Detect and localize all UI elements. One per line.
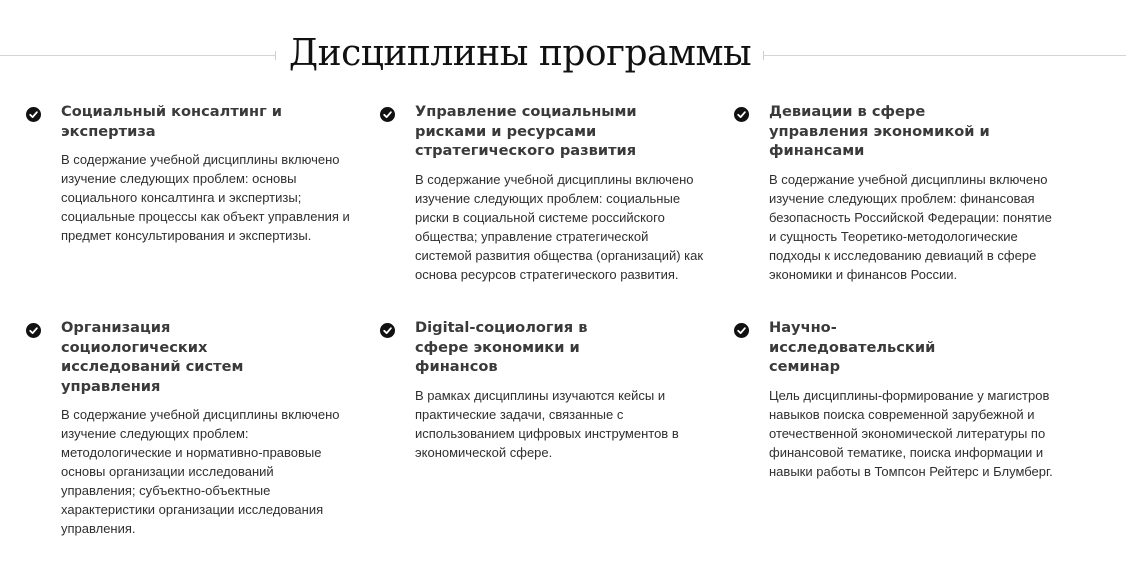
course-title-line: Digital-социология в [415,319,588,336]
course-title [769,318,1054,377]
course-description-line: В содержание учебной дисциплины включено [415,171,694,187]
course-description-line: риски в социальной системе российского [415,209,665,225]
course-title [415,102,724,161]
course-description [61,405,370,538]
course-description-line: экономики и финансов России. [769,266,958,282]
course-description-line: основа ресурсов стратегического развития. [415,266,679,282]
course-card [24,102,378,318]
check-circle-icon [26,107,41,122]
course-title-line: финансов [415,358,498,375]
divider-line-left [0,55,276,56]
course-card [378,318,732,548]
course-description-line: общества; управление стратегической [415,228,649,244]
course-description-line: Цель дисциплины-формирование у магистров [769,387,1050,403]
course-description-line: В содержание учебной дисциплины включено [61,407,340,422]
check-circle-icon [734,323,749,338]
check-circle-icon [26,323,41,338]
course-title-line: стратегического развития [415,142,637,159]
course-description [769,170,1054,284]
course-description-line: социального консалтинга и экспертизы; [61,190,302,205]
course-description-line: управления; субъектно-объектные [61,483,271,498]
course-title-line: управления [61,377,161,395]
course-description [769,386,1054,481]
course-title-line: Организация [61,319,171,336]
course-card [732,102,1062,318]
course-description-line: предмет консультирования и экспертизы. [61,228,312,243]
page-title: Дисциплины программы [288,33,752,74]
check-circle-icon [380,323,395,338]
course-title [61,318,370,396]
course-description-line: изучение следующих проблем: социальные [415,190,681,206]
course-description-line: экономической сфере. [415,444,553,460]
section-header [0,30,1126,82]
course-title [415,318,724,377]
course-description-line: изучение следующих проблем: финансовая [769,190,1035,206]
course-description-line: использованием цифровых инструментов в [415,425,679,441]
course-description-line: основы организации исследований [61,464,274,479]
course-title-line: семинар [769,358,841,375]
course-description-line: финансовой тематике, поиска информации и [769,444,1044,460]
course-description-line: системой развития общества (организаций) как [415,247,704,263]
course-description-line: навыки работы в Томпсон Рейтерс и Блумберг. [769,463,1053,479]
course-title-line: экспертиза [61,122,156,140]
divider-line-right [763,55,1126,56]
course-description [61,150,370,245]
course-grid [24,102,1104,548]
course-title-line: сфере экономики и [415,338,580,356]
course-description-line: управления. [61,521,136,536]
course-description-line: безопасность Российской Федерации: понятие [769,209,1052,225]
course-description-line: В содержание учебной дисциплины включено [61,152,340,167]
course-description-line: и сущность Теоретико-методологические [769,228,1018,244]
check-circle-icon [734,107,749,122]
course-card [24,318,378,548]
course-description-line: навыков поиска современной зарубежной и [769,406,1035,422]
check-circle-icon [380,107,395,122]
course-description-line: отечественной экономической литературы по [769,425,1046,441]
course-description-line: методологические и нормативно-правовые [61,445,322,460]
course-description [415,170,724,284]
course-description-line: социальные процессы как объект управления и [61,209,350,224]
course-title-line: Социальный консалтинг и [61,103,283,120]
course-title-line: исследований систем [61,358,244,375]
course-description-line: изучение следующих проблем: [61,426,249,441]
course-description [415,386,724,462]
course-description-line: изучение следующих проблем: основы [61,171,297,186]
course-title-line: Управление социальными [415,103,637,120]
course-title-line: социологических [61,338,208,356]
course-card [378,102,732,318]
course-title-line: управления экономикой и [769,122,990,140]
course-title-line: рисками и ресурсами [415,122,597,140]
course-description-line: подходы к исследованию девиаций в сфере [769,247,1037,263]
course-title-line: исследовательский [769,338,936,356]
course-description-line: характеристики организации исследования [61,502,324,517]
course-title-line: Научно- [769,319,837,336]
course-title-line: финансами [769,142,865,159]
course-title [61,102,370,141]
course-title-line: Девиации в сфере [769,103,926,120]
course-card [732,318,1062,548]
course-description-line: В рамках дисциплины изучаются кейсы и [415,387,666,403]
course-description-line: практические задачи, связанные с [415,406,624,422]
course-description-line: В содержание учебной дисциплины включено [769,171,1048,187]
course-title [769,102,1054,161]
